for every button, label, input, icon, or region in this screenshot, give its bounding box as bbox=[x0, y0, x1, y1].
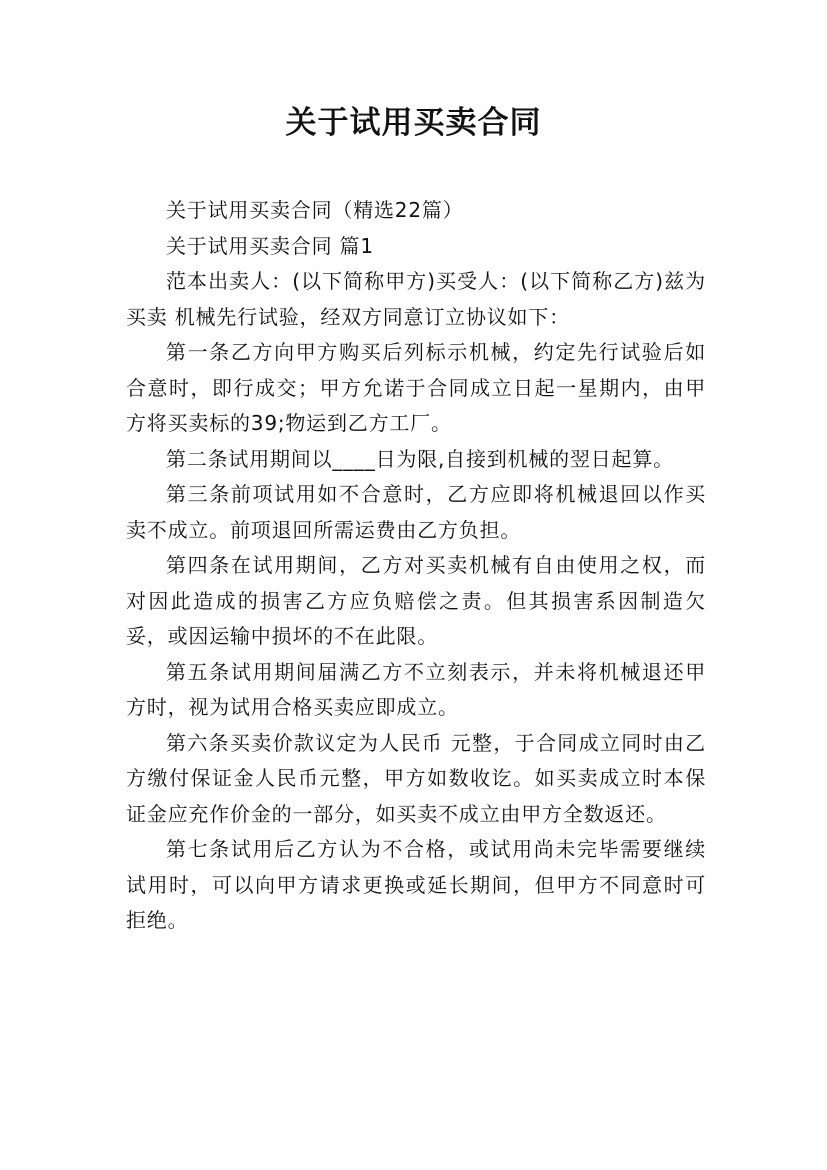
paragraph-subtitle: 关于试用买卖合同（精选22篇） bbox=[166, 198, 464, 222]
paragraph-article-7: 第七条试用后乙方认为不合格，或试用尚未完毕需要继续试用时，可以向甲方请求更换或延长期间，但甲方不同意时可拒绝。 bbox=[126, 837, 706, 932]
paragraph-article-1: 第一条乙方向甲方购买后列标示机械，约定先行试验后如合意时，即行成交；甲方允诺于合同成立日起一星期内，由甲方将买卖标的39;物运到乙方工厂。 bbox=[126, 340, 706, 435]
paragraph-article-5: 第五条试用期间届满乙方不立刻表示，并未将机械退还甲方时，视为试用合格买卖应即成立。 bbox=[126, 659, 706, 719]
document-body bbox=[126, 193, 706, 939]
paragraph-section-heading: 关于试用买卖合同 篇1 bbox=[166, 233, 374, 258]
paragraph-article-4: 第四条在试用期间，乙方对买卖机械有自由使用之权，而对因此造成的损害乙方应负赔偿之责。但其损害系因制造欠妥，或因运输中损坏的不在此限。 bbox=[126, 553, 706, 648]
paragraph-article-2: 第二条试用期间以____日为限,自接到机械的翌日起算。 bbox=[166, 446, 674, 471]
paragraph-article-3: 第三条前项试用如不合意时，乙方应即将机械退回以作买卖不成立。前项退回所需运费由乙方负担。 bbox=[126, 482, 706, 542]
paragraph-parties: 范本出卖人：(以下简称甲方)买受人：(以下简称乙方)兹为买卖 机械先行试验，经双方同意订立协议如下： bbox=[126, 269, 706, 329]
paragraph-article-6: 第六条买卖价款议定为人民币 元整，于合同成立同时由乙方缴付保证金人民币元整，甲方如数收讫。如买卖成立时本保证金应充作价金的一部分，如买卖不成立由甲方全数返还。 bbox=[126, 730, 706, 826]
document-title: 关于试用买卖合同 bbox=[285, 105, 542, 141]
